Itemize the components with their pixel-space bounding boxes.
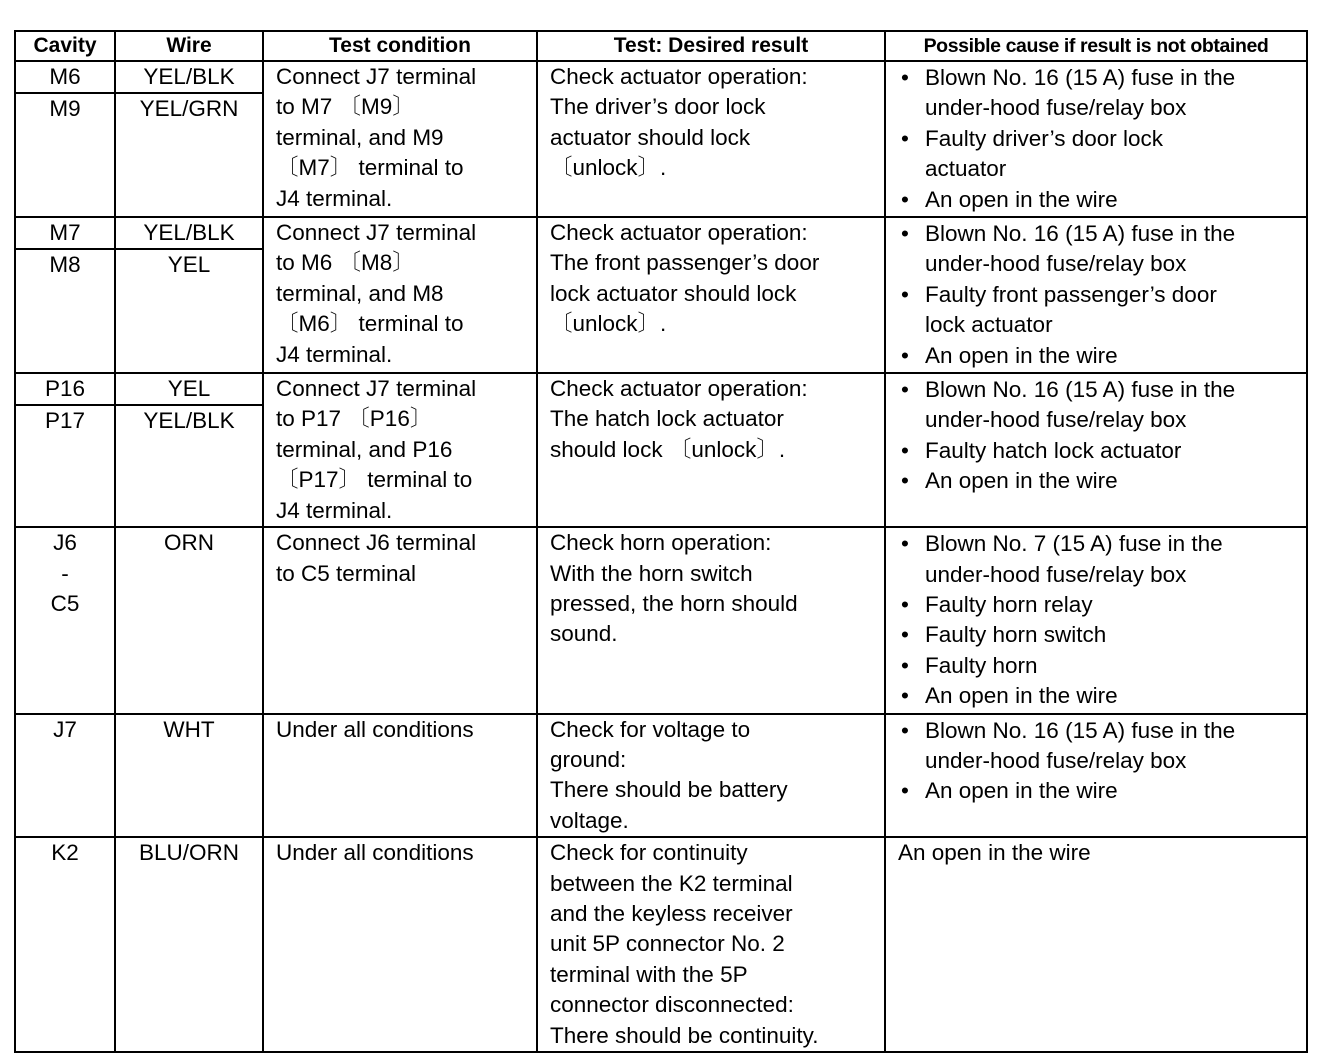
cause-item xyxy=(925,185,1305,215)
text-line: 〔M7〕 terminal to xyxy=(276,155,464,181)
text-line: 〔P17〕 terminal to xyxy=(276,467,473,493)
cause-item xyxy=(925,466,1305,496)
text-line: Check for voltage to xyxy=(550,716,751,742)
cause-item xyxy=(925,436,1305,466)
cause-item xyxy=(925,651,1305,681)
cause-item xyxy=(925,681,1305,711)
text-line: to M7 〔M9〕 xyxy=(276,94,415,120)
cavity-value: J6 xyxy=(53,530,77,556)
cause-list xyxy=(887,219,1305,371)
possible-cause-cell xyxy=(885,373,1307,527)
text-line: • Blown No. 16 (15 A) fuse in the xyxy=(925,221,1236,247)
possible-cause-cell xyxy=(885,217,1307,373)
test-condition-cell xyxy=(263,373,537,527)
cause-list xyxy=(887,529,1305,711)
text-line: • Faulty driver’s door lock xyxy=(925,125,1164,151)
wire-cell xyxy=(115,714,263,838)
text-line: Connect J7 terminal xyxy=(276,64,477,89)
text-line: • An open in the wire xyxy=(925,778,1118,804)
text-line: J4 terminal. xyxy=(276,497,393,523)
text-line: Connect J6 terminal xyxy=(276,530,477,556)
desired-result-cell xyxy=(537,373,885,527)
text-line: terminal with the 5P xyxy=(550,961,748,987)
text-line: The hatch lock actuator xyxy=(550,406,784,432)
text-line: terminal, and M8 xyxy=(276,280,444,306)
text-line: between the K2 terminal xyxy=(550,870,793,896)
text-line: • Faulty hatch lock actuator xyxy=(925,437,1182,463)
text-line: to M6 〔M8〕 xyxy=(276,250,415,276)
text-line: and the keyless receiver xyxy=(550,900,793,926)
desired-result-cell xyxy=(537,714,885,838)
text-line: • Faulty front passenger’s door xyxy=(925,281,1217,307)
cavity-value: M9 xyxy=(49,96,81,122)
cavity-cell xyxy=(15,837,115,1052)
cavity-value: P17 xyxy=(44,408,86,434)
text-line: Check actuator operation: xyxy=(550,64,808,89)
text-line: • Blown No. 16 (15 A) fuse in the xyxy=(925,65,1236,90)
table-row xyxy=(15,217,1307,373)
wire-color: YEL xyxy=(116,374,262,406)
text-line: pressed, the horn should xyxy=(550,590,798,616)
test-condition-cell xyxy=(263,61,537,217)
text-line: J4 terminal. xyxy=(276,341,393,367)
text-line: Check for continuity xyxy=(550,840,748,866)
cavity-value: C5 xyxy=(50,590,80,616)
text-line: • Blown No. 7 (15 A) fuse in the xyxy=(925,531,1223,557)
possible-cause-cell xyxy=(885,837,1307,1052)
header-test-condition: Test condition xyxy=(263,31,537,61)
text-line: • An open in the wire xyxy=(925,186,1118,212)
cavity-value: P16 xyxy=(16,374,114,406)
cavity-cell xyxy=(15,61,115,217)
desired-result-cell xyxy=(537,61,885,217)
text-line: lock actuator should lock xyxy=(550,280,797,306)
text-line: Connect J7 terminal xyxy=(276,376,477,402)
table-row xyxy=(15,61,1307,217)
text-line: • Faulty horn xyxy=(925,652,1038,678)
cause-item xyxy=(925,63,1305,124)
cavity-cell xyxy=(15,527,115,713)
cavity-cell xyxy=(15,714,115,838)
text-line: 〔unlock〕. xyxy=(550,155,667,181)
text-line: 〔unlock〕. xyxy=(550,311,667,337)
test-condition-cell xyxy=(263,527,537,713)
text-line: • An open in the wire xyxy=(925,468,1118,494)
text-line: under-hood fuse/relay box xyxy=(925,95,1187,121)
wire-color: YEL/BLK xyxy=(116,218,262,250)
text-line: There should be continuity. xyxy=(550,1022,819,1048)
table-row xyxy=(15,527,1307,713)
wire-color: YEL/GRN xyxy=(139,96,239,122)
cavity-value: M7 xyxy=(16,218,114,250)
text-line: J4 terminal. xyxy=(276,185,393,211)
text-line: actuator xyxy=(925,156,1007,182)
wire-cell xyxy=(115,837,263,1052)
text-line: under-hood fuse/relay box xyxy=(925,407,1187,433)
text-line: under-hood fuse/relay box xyxy=(925,747,1187,773)
test-condition-cell xyxy=(263,217,537,373)
possible-cause-cell xyxy=(885,527,1307,713)
text-line: Under all conditions xyxy=(276,716,474,742)
text-line: lock actuator xyxy=(925,312,1053,338)
text-line: Check actuator operation: xyxy=(550,220,808,246)
text-line: • Blown No. 16 (15 A) fuse in the xyxy=(925,717,1236,743)
header-wire: Wire xyxy=(115,31,263,61)
text-line: • Blown No. 16 (15 A) fuse in the xyxy=(925,377,1236,403)
desired-result-cell xyxy=(537,527,885,713)
cavity-cell xyxy=(15,217,115,373)
text-line: connector disconnected: xyxy=(550,992,794,1018)
cavity-separator: - xyxy=(61,560,69,586)
table-row xyxy=(15,714,1307,838)
wire-cell xyxy=(115,217,263,373)
cavity-cell xyxy=(15,373,115,527)
desired-result-cell xyxy=(537,217,885,373)
cavity-value: K2 xyxy=(51,840,79,866)
text-line: actuator should lock xyxy=(550,124,751,150)
cause-item xyxy=(925,529,1305,590)
text-line: unit 5P connector No. 2 xyxy=(550,931,785,957)
cause-list xyxy=(887,375,1305,497)
wire-color: ORN xyxy=(164,530,214,556)
text-line: terminal, and M9 xyxy=(276,124,444,150)
cause-list xyxy=(887,63,1305,215)
text-line: ground: xyxy=(550,746,627,772)
text-line: • An open in the wire xyxy=(925,342,1118,368)
possible-cause-cell xyxy=(885,714,1307,838)
cavity-value: J7 xyxy=(53,716,77,742)
cause-item xyxy=(925,219,1305,280)
cause-item xyxy=(925,590,1305,620)
wire-color: YEL/BLK xyxy=(116,62,262,94)
header-possible-cause: Possible cause if result is not obtained xyxy=(885,31,1307,61)
text-line: voltage. xyxy=(550,807,629,833)
text-line: The front passenger’s door xyxy=(550,250,820,276)
text-line: to P17 〔P16〕 xyxy=(276,406,433,432)
text-line: The driver’s door lock xyxy=(550,94,766,120)
text-line: With the horn switch xyxy=(550,560,753,586)
header-cavity: Cavity xyxy=(15,31,115,61)
cause-item xyxy=(925,280,1305,341)
table-row xyxy=(15,373,1307,527)
text-line: should lock 〔unlock〕. xyxy=(550,436,786,462)
wire-color: BLU/ORN xyxy=(138,840,240,866)
cause-item xyxy=(925,124,1305,185)
text-line: sound. xyxy=(550,621,618,647)
test-condition-cell xyxy=(263,714,537,838)
text-line: 〔M6〕 terminal to xyxy=(276,311,464,337)
cause-text: An open in the wire xyxy=(898,840,1091,866)
wire-color: WHT xyxy=(163,716,215,742)
possible-cause-cell xyxy=(885,61,1307,217)
text-line: • Faulty horn relay xyxy=(925,591,1093,617)
diagnostic-table xyxy=(14,30,1308,1053)
test-condition-cell xyxy=(263,837,537,1052)
cause-item xyxy=(925,375,1305,436)
cause-item xyxy=(925,341,1305,371)
wire-cell xyxy=(115,373,263,527)
text-line: under-hood fuse/relay box xyxy=(925,561,1187,587)
cause-list xyxy=(887,716,1305,807)
header-row xyxy=(15,31,1307,61)
wire-color: YEL xyxy=(167,252,211,278)
text-line: • Faulty horn switch xyxy=(925,622,1107,648)
text-line: under-hood fuse/relay box xyxy=(925,251,1187,277)
text-line: Under all conditions xyxy=(276,840,474,866)
text-line: Check horn operation: xyxy=(550,530,772,556)
text-line: There should be battery xyxy=(550,777,788,803)
cause-item xyxy=(925,776,1305,806)
desired-result-cell xyxy=(537,837,885,1052)
table-row xyxy=(15,837,1307,1052)
diagnostic-table-sheet xyxy=(14,30,1308,1053)
cause-item xyxy=(925,716,1305,777)
text-line: Check actuator operation: xyxy=(550,376,808,402)
cause-item xyxy=(925,620,1305,650)
wire-color: YEL/BLK xyxy=(143,408,235,434)
text-line: to C5 terminal xyxy=(276,560,417,586)
wire-cell xyxy=(115,527,263,713)
cavity-value: M6 xyxy=(16,62,114,94)
header-desired-result: Test: Desired result xyxy=(537,31,885,61)
text-line: • An open in the wire xyxy=(925,683,1118,709)
cavity-value: M8 xyxy=(49,252,81,278)
text-line: Connect J7 terminal xyxy=(276,220,477,246)
text-line: terminal, and P16 xyxy=(276,436,453,462)
wire-cell xyxy=(115,61,263,217)
